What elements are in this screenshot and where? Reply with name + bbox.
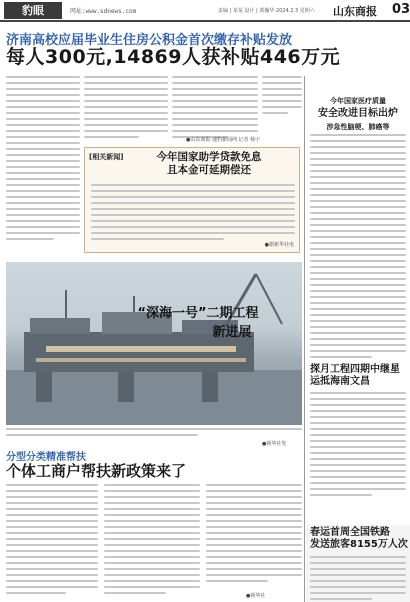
page-number: 03 bbox=[392, 2, 410, 17]
lead-body-column-3 bbox=[172, 76, 261, 143]
story2-headline bbox=[310, 364, 410, 388]
masthead bbox=[0, 0, 410, 22]
story2-headline-line-1: 探月工程四期中继星 bbox=[310, 364, 400, 375]
masthead-url: 网址:www.sdnews.com bbox=[70, 8, 137, 15]
news-photo-offshore-platform bbox=[6, 262, 302, 425]
story1-subhead: 涉急性脑梗、肺癌等 bbox=[326, 123, 390, 131]
section-body-column-3 bbox=[206, 484, 302, 586]
column-divider bbox=[304, 76, 305, 602]
related-news-label: [相关新闻] bbox=[89, 153, 124, 161]
related-news-byline: ●据新华社电 bbox=[264, 242, 294, 248]
section-body-column-1 bbox=[6, 484, 98, 598]
masthead-paper-name: 山东商报 bbox=[333, 5, 377, 18]
story1-headline: 安全改进目标出炉 bbox=[318, 108, 398, 119]
section-body-column-2 bbox=[104, 484, 200, 598]
section-kicker: 分型分类精准帮扶 bbox=[6, 452, 86, 463]
story2-headline-line-2: 运抵海南文昌 bbox=[310, 376, 370, 387]
photo-title-line-2: 新进展 bbox=[212, 325, 252, 340]
photo-caption bbox=[6, 428, 302, 440]
section-headline: 个体工商户帮扶新政策来了 bbox=[6, 462, 187, 480]
story3-headline-line-2: 发送旅客8155万人次 bbox=[310, 539, 408, 550]
newspaper-logo: 豹眼 bbox=[4, 2, 62, 19]
masthead-meta: 责编 | 某某 设计 | 郭瀚华 2024.2.3 星期六 bbox=[218, 8, 315, 14]
photo-credit: ●新华社发 bbox=[262, 441, 287, 447]
story3-headline bbox=[310, 527, 410, 551]
related-news-body bbox=[91, 184, 295, 244]
related-news-title-line-2: 且本金可延期偿还 bbox=[167, 164, 251, 176]
story3-headline-line-1: 春运首周全国铁路 bbox=[310, 527, 390, 538]
lead-body-column-2 bbox=[84, 76, 168, 142]
lead-kicker: 济南高校应届毕业生住房公积金首次缴存补贴发放 bbox=[6, 33, 293, 48]
story1-body bbox=[310, 134, 406, 362]
lead-body-column-1 bbox=[6, 76, 80, 244]
related-news-box bbox=[84, 147, 300, 253]
offshore-platform-illustration bbox=[6, 262, 302, 425]
section-byline: ●新华社 bbox=[246, 593, 266, 599]
story2-body bbox=[310, 392, 406, 500]
lead-byline: ●山东商报·速豹新闻网 记者 杨宇 bbox=[186, 137, 261, 143]
story3-body bbox=[310, 556, 406, 602]
related-news-title-line-1: 今年国家助学贷款免息 bbox=[156, 151, 262, 163]
story1-kicker: 今年国家医疗质量 bbox=[330, 97, 386, 105]
lead-headline: 每人300元,14869人获补贴446万元 bbox=[6, 46, 341, 68]
related-news-title bbox=[121, 151, 297, 177]
lead-body-column-4 bbox=[262, 76, 302, 118]
photo-title-line-1: “深海一号”二期工程 bbox=[137, 306, 259, 321]
